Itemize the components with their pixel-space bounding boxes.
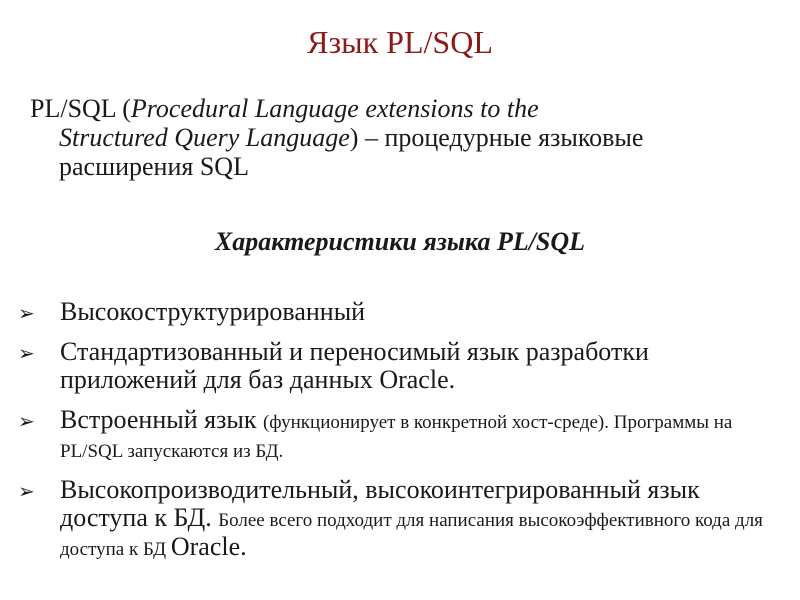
intro-text-1: PL/SQL ( <box>30 94 131 123</box>
characteristics-list <box>18 298 788 574</box>
bullet-main-text: Встроенный язык <box>60 405 263 434</box>
list-item <box>18 406 788 464</box>
intro-line-3: расширения SQL <box>59 152 249 181</box>
intro-text-2: ) – процедурные языковые <box>349 123 644 152</box>
bullet-main-text: Высокоструктурированный <box>60 297 366 326</box>
bullet-detail-text: (функционирует в конкретной хост-среде). Программы на PL/SQL запускаются из БД. <box>60 412 733 462</box>
bullet-tail-text: Oracle. <box>170 532 247 561</box>
arrow-bullet-icon: ➢ <box>18 341 35 365</box>
intro-line-2 <box>30 123 770 152</box>
bullet-detail-text: Более всего подходит для написания высокоэффективного кода для доступа к БД <box>60 510 763 560</box>
list-item <box>18 476 788 562</box>
bullet-main-text: Высокопроизводительный, высокоинтегрированный язык доступа к БД. <box>60 475 700 532</box>
intro-italic-1: Procedural Language extensions to the <box>130 94 539 123</box>
list-item <box>18 298 788 326</box>
characteristics-heading: Характеристики языка PL/SQL <box>214 227 586 256</box>
bullet-main-text: Стандартизованный и переносимый язык разработки приложений для баз данных Oracle. <box>60 337 649 394</box>
intro-paragraph <box>30 94 770 181</box>
list-item <box>18 338 788 394</box>
intro-italic-2: Structured Query Language <box>59 123 350 152</box>
arrow-bullet-icon: ➢ <box>18 301 35 325</box>
arrow-bullet-icon: ➢ <box>18 409 35 433</box>
arrow-bullet-icon: ➢ <box>18 479 35 503</box>
slide-title: Язык PL/SQL <box>307 24 493 60</box>
